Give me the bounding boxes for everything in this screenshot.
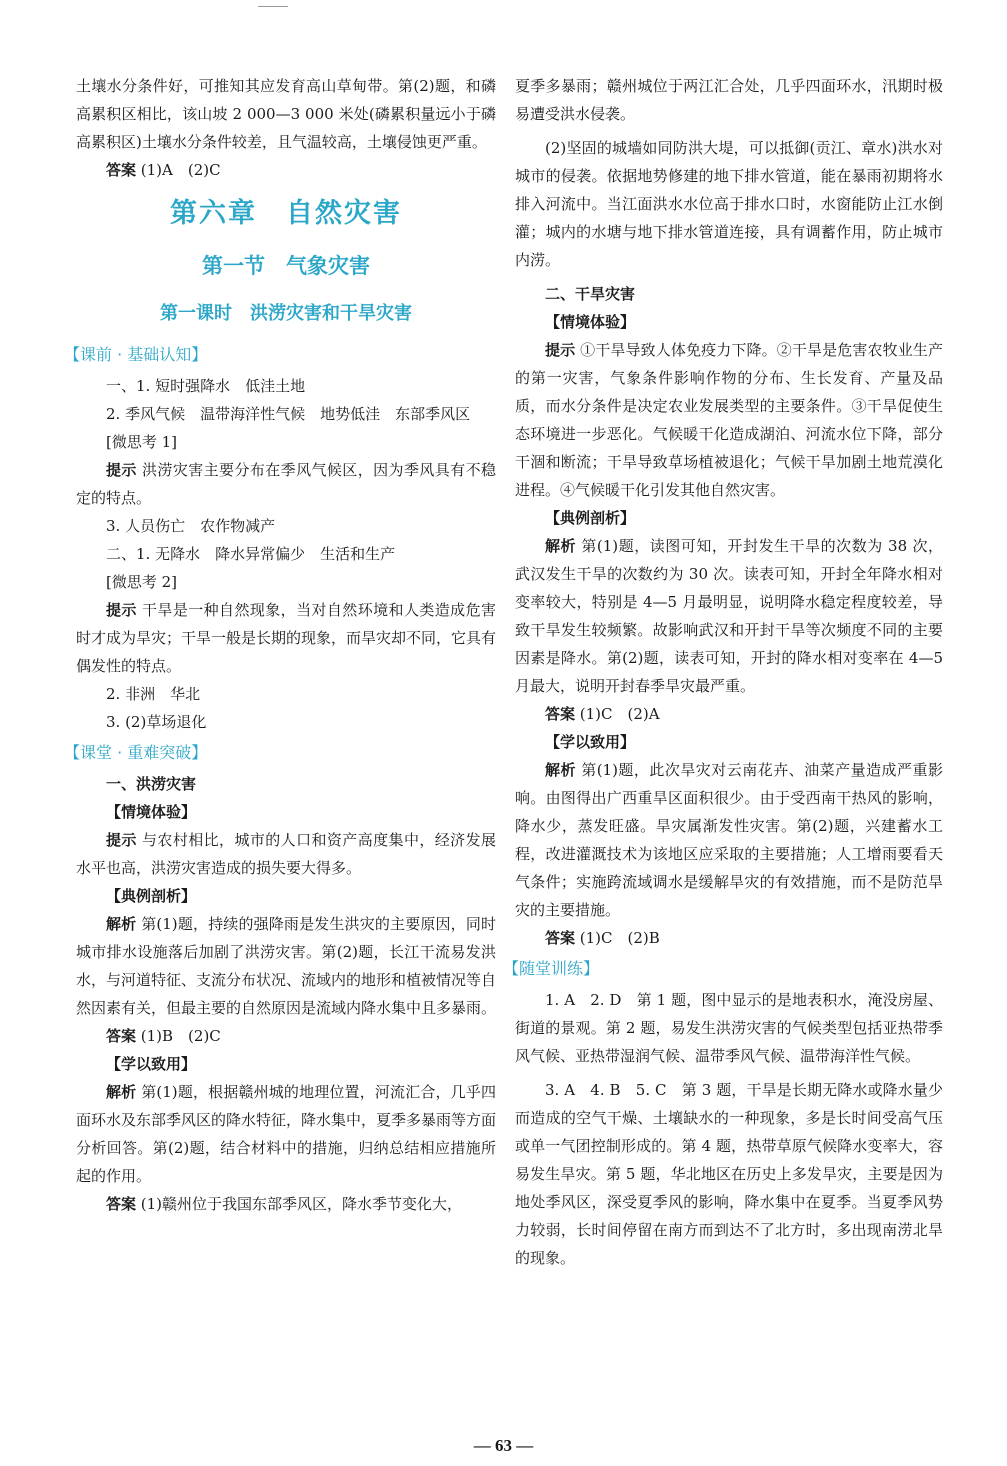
answer: 答案 (1)赣州位于我国东部季风区，降水季节变化大， — [106, 1195, 463, 1213]
left-column — [64, 72, 497, 1218]
think-label: [微思考 1] — [106, 433, 178, 451]
list-item: 3. (2)草场退化 — [106, 713, 207, 731]
practice-answers: 1. A 2. D 第 1 题，图中显示的是地表积水，淹没房屋、街道的景观。第 2 题，易发生洪涝灾害的气候类型包括亚热带季风气候、亚热带湿润气候、温带季风气候、温带海洋性气候。 — [515, 991, 943, 1065]
top-mark — [258, 6, 288, 7]
exercise-label: 【典例剖析】 — [545, 509, 636, 527]
tip: 提示 ①干旱导致人体免疫力下降。②干旱是危害农牧业生产的第一灾害，气象条件影响作物的分布、生长发育、产量及品质，而水分条件是决定农业发展类型的主要条件。③干旱促使生态环境进一步恶化。气候暖干化造成湖泊、河流水位下降，部分干涸和断流；干旱导致草场植被退化；气候干旱加剧土地荒漠化进程。④气候暖干化引发其他自然灾害。 — [515, 341, 943, 499]
exercise-label: 【情境体验】 — [106, 803, 197, 821]
analysis: 解析 第(1)题，读图可知，开封发生干旱的次数为 38 次，武汉发生干旱的次数约为 30 次。读表可知，开封全年降水相对变率较大，特别是 4—5 月最明显，说明降水稳定程度较差，导致干旱发生较频繁。故影响武汉和开封干旱等次频度不同的主要因素是降水。第(2)题，读表可知，开封的降水相对变率在 4—5 月最大，说明开封春季旱灾最严重。 — [515, 537, 943, 695]
page-number: — 63 — — [473, 1436, 534, 1455]
list-item: 一、1. 短时强降水 低洼土地 — [106, 377, 306, 395]
subsection-title: 二、干旱灾害 — [545, 285, 636, 303]
section-title: 第一节 气象灾害 — [202, 253, 370, 278]
paragraph: 土壤水分条件好，可推知其应发育高山草甸带。第(2)题，和磷高累积区相比，该山坡 2 000—3 000 米处(磷累积量远小于磷高累积区)土壤水分条件较差，且气温较高，土壤侵蚀更严重。 — [76, 77, 496, 151]
answer: 答案 (1)C (2)A — [545, 705, 660, 723]
list-item: 3. 人员伤亡 农作物减产 — [106, 517, 276, 535]
section-tag-preclass: 【课前 · 基础认知】 — [64, 345, 208, 364]
paragraph: 夏季多暴雨；赣州城位于两江汇合处，几乎四面环水，汛期时极易遭受洪水侵袭。 — [515, 77, 943, 123]
chapter-title: 第六章 自然灾害 — [170, 198, 402, 229]
section-tag-inclass: 【课堂 · 重难突破】 — [64, 743, 208, 762]
answer: 答案 (1)B (2)C — [106, 1027, 221, 1045]
analysis: 解析 第(1)题，根据赣州城的地理位置，河流汇合，几乎四面环水及东部季风区的降水特征，降水集中，夏季多暴雨等方面分析回答。第(2)题，结合材料中的措施，归纳总结相应措施所起的作用。 — [76, 1083, 497, 1185]
answer: 答案 (1)C (2)B — [545, 929, 660, 947]
tip: 提示 洪涝灾害主要分布在季风气候区，因为季风具有不稳定的特点。 — [76, 461, 496, 507]
list-item: 2. 非洲 华北 — [106, 685, 201, 703]
list-item: 二、1. 无降水 降水异常偏少 生活和生产 — [106, 545, 396, 563]
list-item: 2. 季风气候 温带海洋性气候 地势低洼 东部季风区 — [106, 405, 471, 423]
lesson-title: 第一课时 洪涝灾害和干旱灾害 — [160, 303, 412, 324]
right-column — [503, 72, 943, 1272]
practice-answers: 3. A 4. B 5. C 第 3 题，干旱是长期无降水或降水量少而造成的空气干燥、土壤缺水的一种现象，多是长时间受高气压或单一气团控制形成的。第 4 题，热带草原气候降水变率大，容易发生旱灾。第 5 题，华北地区在历史上多发旱灾，主要是因为地处季风区，深受夏季风的影响，降水集中在夏季。当夏季风势力较弱，长时间停留在南方而到达不了北方时，多出现南涝北旱的现象。 — [515, 1081, 943, 1267]
section-tag-practice: 【随堂训练】 — [503, 959, 600, 978]
analysis: 解析 第(1)题，此次旱灾对云南花卉、油菜产量造成严重影响。由图得出广西重旱区面积很少。由于受西南干热风的影响，降水少，蒸发旺盛。旱灾属渐发性灾害。第(2)题，兴建蓄水工程，改进灌溉技术为该地区应采取的主要措施；人工增雨要看天气条件；实施跨流域调水是缓解旱灾的有效措施，而不是防范旱灾的主要措施。 — [515, 761, 943, 919]
exercise-label: 【学以致用】 — [545, 733, 636, 751]
paragraph: (2)坚固的城墙如同防洪大堤，可以抵御(贡江、章水)洪水对城市的侵袭。依据地势修建的地下排水管道，能在暴雨初期将水排入河流中。当江面洪水水位高于排水口时，水窗能防止江水倒灌；城内的水塘与地下排水管道连接，具有调蓄作用，防止城市内涝。 — [515, 139, 943, 269]
answer: 答案 (1)A (2)C — [106, 161, 221, 179]
analysis: 解析 第(1)题，持续的强降雨是发生洪灾的主要原因，同时城市排水设施落后加剧了洪涝灾害。第(2)题，长江干流易发洪水，与河道特征、支流分布状况、流域内的地形和植被情况等自然因素有关，但最主要的自然原因是流域内降水集中且多暴雨。 — [76, 915, 497, 1017]
exercise-label: 【学以致用】 — [106, 1055, 197, 1073]
exercise-label: 【典例剖析】 — [106, 887, 197, 905]
exercise-label: 【情境体验】 — [545, 313, 636, 331]
tip: 提示 干旱是一种自然现象，当对自然环境和人类造成危害时才成为旱灾；干旱一般是长期的现象，而旱灾却不同，它具有偶发性的特点。 — [76, 601, 497, 675]
think-label: [微思考 2] — [106, 573, 178, 591]
subsection-title: 一、洪涝灾害 — [106, 775, 197, 793]
tip: 提示 与农村相比，城市的人口和资产高度集中，经济发展水平也高，洪涝灾害造成的损失要大得多。 — [76, 831, 496, 877]
